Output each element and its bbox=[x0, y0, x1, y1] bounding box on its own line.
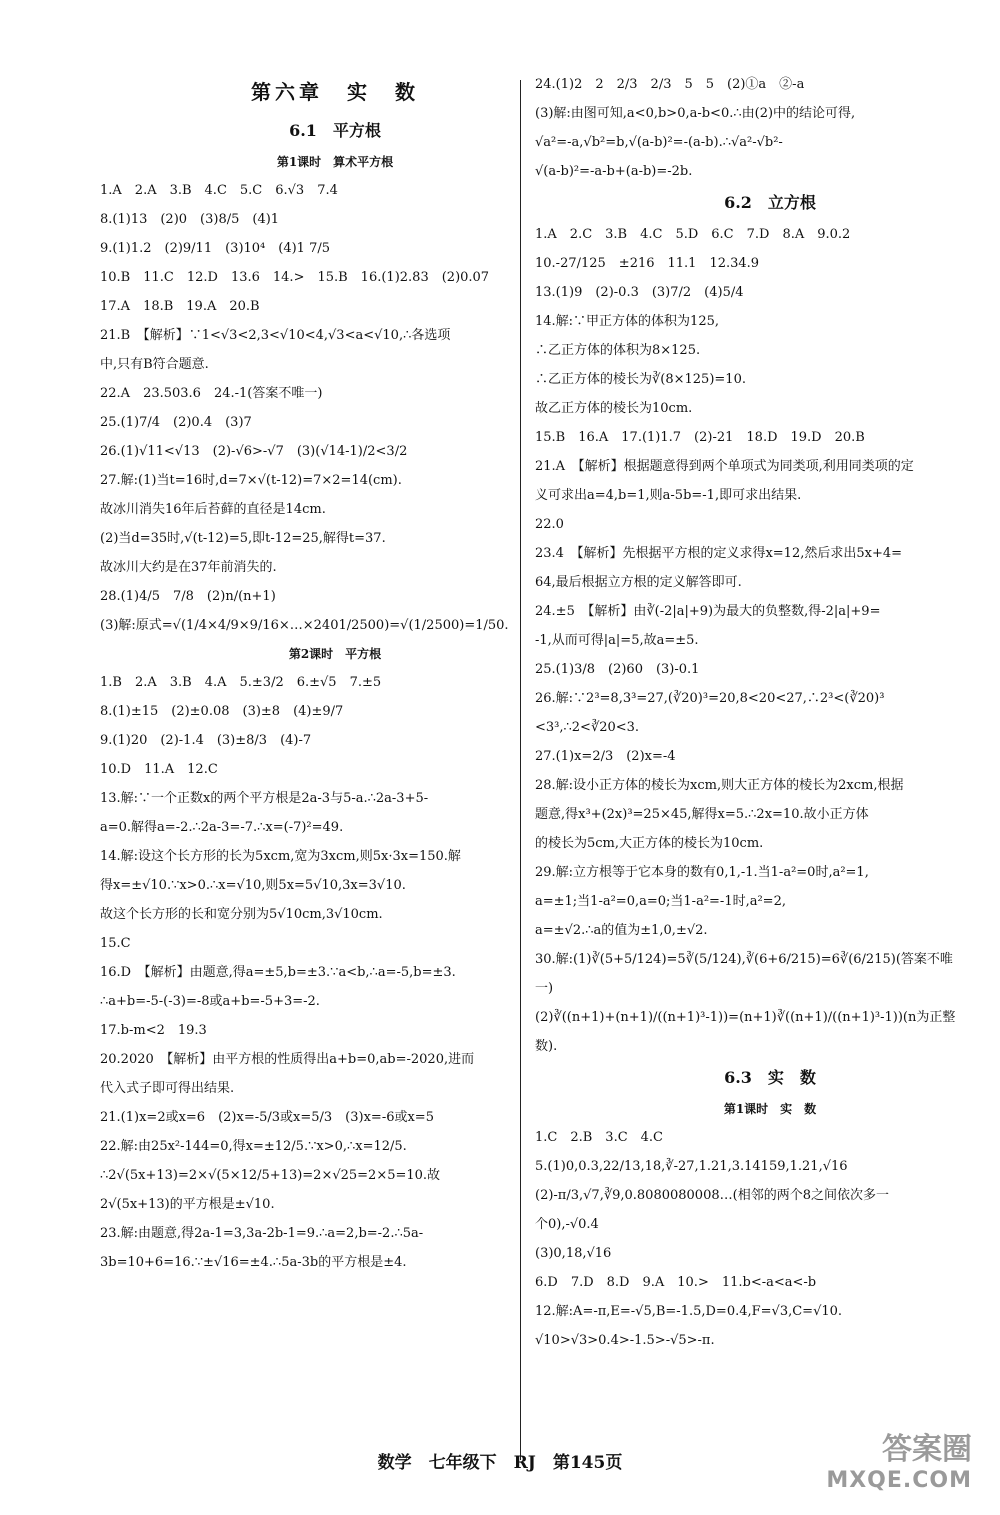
answer-line: 8.(1)±15 (2)±0.08 (3)±8 (4)±9/7 bbox=[100, 704, 344, 719]
page-footer: 数学 七年级下 RJ 第145页 bbox=[377, 1453, 623, 1473]
answer-line: 10.D 11.A 12.C bbox=[100, 762, 218, 777]
answer-line: <3³,∴2<∛20<3. bbox=[535, 720, 640, 735]
answer-line: a=±√2.∴a的值为±1,0,±√2. bbox=[535, 923, 708, 938]
answer-line: √a²=-a,√b²=b,√(a-b)²=-(a-b).∴√a²-√b²- bbox=[535, 135, 783, 150]
answer-line: (3)解:由图可知,a<0,b>0,a-b<0.∴由(2)中的结论可得, bbox=[535, 106, 856, 121]
answer-line: ∴2√(5x+13)=2×√(5×12/5+13)=2×√25=2×5=10.故 bbox=[100, 1168, 441, 1183]
answer-line: 10.B 11.C 12.D 13.6 14.> 15.B 16.(1)2.83 (2)0.07 bbox=[100, 270, 490, 285]
answer-line: 8.(1)13 (2)0 (3)8/5 (4)1 bbox=[100, 212, 280, 227]
answer-line: 1.B 2.A 3.B 4.A 5.±3/2 6.±√5 7.±5 bbox=[100, 675, 382, 690]
answer-line: 1.A 2.A 3.B 4.C 5.C 6.√3 7.4 bbox=[100, 183, 338, 198]
answer-line: 16.D 【解析】由题意,得a=±5,b=±3.∵a<b,∴a=-5,b=±3. bbox=[100, 965, 456, 980]
lesson-title-1: 第1课时 算术平方根 bbox=[276, 155, 394, 169]
answer-line: 26.(1)√11<√13 (2)-√6>-√7 (3)(√14-1)/2<3/2 bbox=[100, 444, 408, 459]
answer-line: 3b=10+6=16.∵±√16=±4.∴5a-3b的平方根是±4. bbox=[100, 1255, 407, 1270]
left-column bbox=[100, 70, 530, 1277]
answer-line: 14.解:设这个长方形的长为5xcm,宽为3xcm,则5x·3x=150.解 bbox=[100, 849, 461, 864]
answers-6-1-lesson-1 bbox=[100, 176, 530, 640]
answer-line: 15.B 16.A 17.(1)1.7 (2)-21 18.D 19.D 20.B bbox=[535, 430, 865, 445]
answer-line: 24.±5 【解析】由∛(-2|a|+9)为最大的负整数,得-2|a|+9= bbox=[535, 604, 881, 619]
answer-line: 64,最后根据立方根的定义解答即可. bbox=[535, 575, 742, 590]
answer-line: (3)解:原式=√(1/4×4/9×9/16×…×2401/2500)=√(1/2500)=1/50. bbox=[100, 618, 509, 633]
answer-line: (2)-π/3,√7,∛9,0.8080080008…(相邻的两个8之间依次多一 bbox=[535, 1188, 889, 1203]
answer-line: 27.解:(1)当t=16时,d=7×√(t-12)=7×2=14(cm). bbox=[100, 473, 402, 488]
answer-line: a=±1;当1-a²=0,a=0;当1-a²=-1时,a²=2, bbox=[535, 894, 786, 909]
answer-line: 22.0 bbox=[535, 517, 564, 532]
answer-line: 27.(1)x=2/3 (2)x=-4 bbox=[535, 749, 676, 764]
answer-line: ∴a+b=-5-(-3)=-8或a+b=-5+3=-2. bbox=[100, 994, 320, 1009]
answer-line: 12.解:A=-π,E=-√5,B=-1.5,D=0.4,F=√3,C=√10. bbox=[535, 1304, 843, 1319]
section-title-6-2: 6.2 立方根 bbox=[724, 193, 816, 212]
answer-line: 2√(5x+13)的平方根是±√10. bbox=[100, 1197, 275, 1212]
answers-6-1-lesson-2 bbox=[100, 668, 530, 1277]
answer-line: √(a-b)²=-a-b+(a-b)=-2b. bbox=[535, 164, 693, 179]
answer-line: 17.A 18.B 19.A 20.B bbox=[100, 299, 260, 314]
answer-line: 代入式子即可得出结果. bbox=[100, 1081, 235, 1096]
answers-6-2 bbox=[535, 220, 965, 1061]
answer-line: 13.解:∵一个正数x的两个平方根是2a-3与5-a.∴2a-3+5- bbox=[100, 791, 429, 806]
answer-line: (2)∛((n+1)+(n+1)/((n+1)³-1))=(n+1)∛((n+1)/((n+1)³-1))(n为正整数). bbox=[535, 1010, 956, 1054]
answer-line: 25.(1)3/8 (2)60 (3)-0.1 bbox=[535, 662, 700, 677]
answer-line: 28.解:设小正方体的棱长为xcm,则大正方体的棱长为2xcm,根据 bbox=[535, 778, 904, 793]
answers-6-1-continued bbox=[535, 70, 965, 186]
answer-line: 9.(1)20 (2)-1.4 (3)±8/3 (4)-7 bbox=[100, 733, 312, 748]
answer-line: (2)当d=35时,√(t-12)=5,即t-12=25,解得t=37. bbox=[100, 531, 386, 546]
answer-line: 5.(1)0,0.3,22/13,18,∛-27,1.21,3.14159,1.21,√16 bbox=[535, 1159, 848, 1174]
section-title-6-3: 6.3 实 数 bbox=[724, 1068, 816, 1087]
answer-line: 29.解:立方根等于它本身的数有0,1,-1.当1-a²=0时,a²=1, bbox=[535, 865, 869, 880]
answer-line: (3)0,18,√16 bbox=[535, 1246, 612, 1261]
section-title-6-1: 6.1 平方根 bbox=[289, 121, 381, 140]
answer-line: 14.解:∵甲正方体的体积为125, bbox=[535, 314, 719, 329]
answer-line: a=0.解得a=-2.∴2a-3=-7.∴x=(-7)²=49. bbox=[100, 820, 344, 835]
watermark-url: MXQE.COM bbox=[826, 1468, 972, 1493]
answer-line: 故冰川大约是在37年前消失的. bbox=[100, 560, 277, 575]
right-column bbox=[535, 70, 965, 1355]
answer-line: 13.(1)9 (2)-0.3 (3)7/2 (4)5/4 bbox=[535, 285, 744, 300]
answer-line: 25.(1)7/4 (2)0.4 (3)7 bbox=[100, 415, 252, 430]
answer-line: 1.C 2.B 3.C 4.C bbox=[535, 1130, 664, 1145]
answer-line: 21.B 【解析】∵1<√3<2,3<√10<4,√3<a<√10,∴各选项 bbox=[100, 328, 451, 343]
answer-line: 故这个长方形的长和宽分别为5√10cm,3√10cm. bbox=[100, 907, 383, 922]
answer-line: 21.(1)x=2或x=6 (2)x=-5/3或x=5/3 (3)x=-6或x=5 bbox=[100, 1110, 434, 1125]
watermark-text: 答案圈 bbox=[882, 1432, 972, 1467]
answer-line: 个0),-√0.4 bbox=[535, 1217, 599, 1232]
answer-line: 得x=±√10.∵x>0.∴x=√10,则5x=5√10,3x=3√10. bbox=[100, 878, 406, 893]
answer-line: 6.D 7.D 8.D 9.A 10.> 11.b<-a<a<-b bbox=[535, 1275, 817, 1290]
answer-line: ∴乙正方体的棱长为∛(8×125)=10. bbox=[535, 372, 746, 387]
chapter-title: 第六章 实 数 bbox=[251, 80, 419, 104]
answer-line: 26.解:∵2³=8,3³=27,(∛20)³=20,8<20<27,∴2³<(∛20)³ bbox=[535, 691, 885, 706]
answer-line: 28.(1)4/5 7/8 (2)n/(n+1) bbox=[100, 589, 276, 604]
answer-line: 题意,得x³+(2x)³=25×45,解得x=5.∴2x=10.故小正方体 bbox=[535, 807, 869, 822]
answer-line: 的棱长为5cm,大正方体的棱长为10cm. bbox=[535, 836, 764, 851]
answers-6-3 bbox=[535, 1123, 965, 1355]
answer-line: 23.解:由题意,得2a-1=3,3a-2b-1=9.∴a=2,b=-2.∴5a- bbox=[100, 1226, 424, 1241]
answer-line: 故乙正方体的棱长为10cm. bbox=[535, 401, 693, 416]
answer-line: 义可求出a=4,b=1,则a-5b=-1,即可求出结果. bbox=[535, 488, 802, 503]
answer-line: 1.A 2.C 3.B 4.C 5.D 6.C 7.D 8.A 9.0.2 bbox=[535, 227, 851, 242]
answer-line: 中,只有B符合题意. bbox=[100, 357, 209, 372]
answer-line: 故冰川消失16年后苔藓的直径是14cm. bbox=[100, 502, 326, 517]
answer-line: 22.A 23.503.6 24.-1(答案不唯一) bbox=[100, 386, 323, 401]
answer-line: 21.A 【解析】根据题意得到两个单项式为同类项,利用同类项的定 bbox=[535, 459, 914, 474]
lesson-title-2: 第2课时 平方根 bbox=[288, 647, 382, 661]
answer-line: 15.C bbox=[100, 936, 131, 951]
answer-line: -1,从而可得|a|=5,故a=±5. bbox=[535, 633, 699, 648]
answer-line: 23.4 【解析】先根据平方根的定义求得x=12,然后求出5x+4= bbox=[535, 546, 903, 561]
watermark-logo bbox=[826, 1424, 972, 1493]
answer-line: 10.-27/125 ±216 11.1 12.34.9 bbox=[535, 256, 760, 271]
answer-line: 24.(1)2 2 2/3 2/3 5 5 (2)①a ②-a bbox=[535, 77, 805, 92]
answer-line: 9.(1)1.2 (2)9/11 (3)10⁴ (4)1 7/5 bbox=[100, 241, 331, 256]
answer-line: 17.b-m<2 19.3 bbox=[100, 1023, 207, 1038]
lesson-title-3: 第1课时 实 数 bbox=[723, 1102, 817, 1116]
answer-line: ∴乙正方体的体积为8×125. bbox=[535, 343, 701, 358]
answer-line: 30.解:(1)∛(5+5/124)=5∛(5/124),∛(6+6/215)=6∛(6/215)(答案不唯一) bbox=[535, 952, 953, 996]
answer-line: 20.2020 【解析】由平方根的性质得出a+b=0,ab=-2020,进而 bbox=[100, 1052, 475, 1067]
answer-line: √10>√3>0.4>-1.5>-√5>-π. bbox=[535, 1333, 715, 1348]
answer-line: 22.解:由25x²-144=0,得x=±12/5.∵x>0,∴x=12/5. bbox=[100, 1139, 407, 1154]
